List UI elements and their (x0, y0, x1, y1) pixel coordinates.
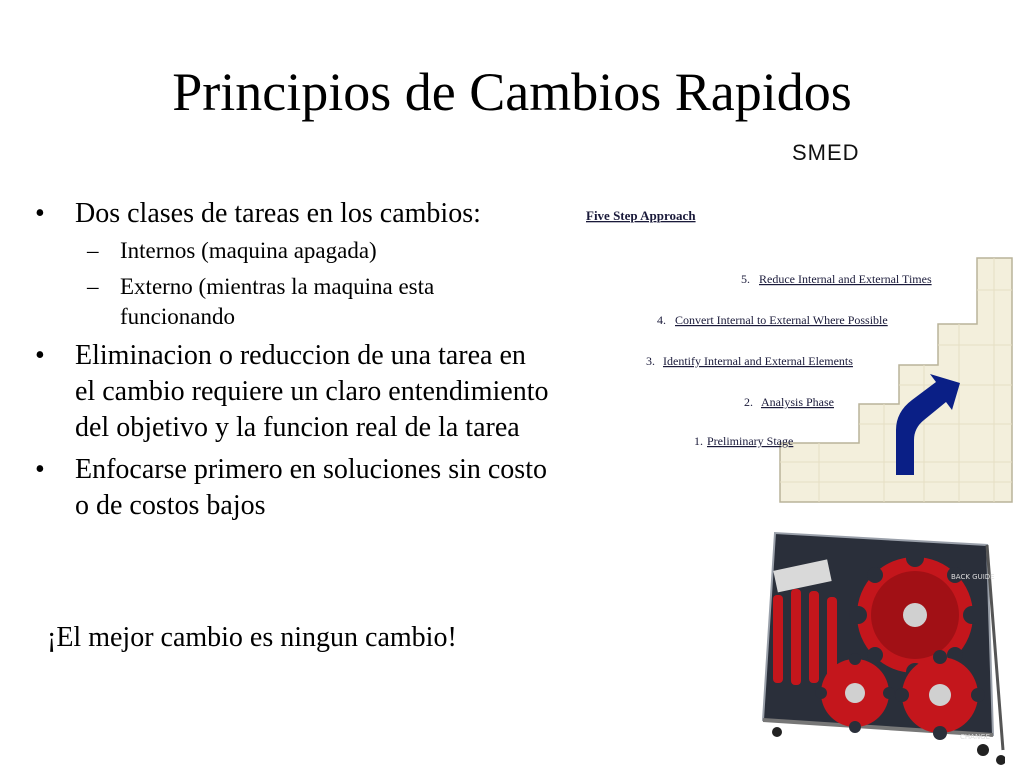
bullet-text: Dos clases de tareas en los cambios: (75, 198, 481, 229)
bullet-text: Enfocarse primero en soluciones sin costo o de costos bajos (75, 454, 547, 521)
slide-title: Principios de Cambios Rapidos (172, 62, 852, 122)
step-2-number: 2. (744, 395, 753, 409)
sub-bullet-text: Internos (maquina apagada) (120, 238, 377, 263)
bullet-dot: • (35, 198, 45, 229)
sub-bullet-item (75, 272, 550, 332)
bullet-dot: • (35, 454, 45, 485)
bullet-dot: • (35, 340, 45, 371)
sub-bullet-dash: – (87, 238, 99, 263)
bullet-item (30, 196, 550, 332)
bullet-item (30, 452, 550, 524)
step-1-label: Preliminary Stage (707, 434, 794, 448)
cart-wheel (996, 755, 1005, 765)
closing-statement: ¡El mejor cambio es ningun cambio! (47, 622, 457, 653)
sub-bullet-list (75, 236, 550, 332)
five-step-diagram (584, 200, 1014, 510)
bullet-item (30, 338, 550, 446)
step-1-number: 1. (694, 434, 703, 448)
step-5-label: Reduce Internal and External Times (759, 272, 932, 286)
board-label: BACK GUIDE (951, 573, 995, 581)
step-3-number: 3. (646, 354, 655, 368)
diagram-header: Five Step Approach (586, 208, 696, 223)
step-5-number: 5. (741, 272, 750, 286)
cart-wheel (977, 744, 989, 756)
sub-bullet-dash: – (87, 274, 99, 299)
smed-label: SMED (792, 140, 860, 165)
changeover-cart-photo (755, 525, 1005, 768)
sub-bullet-item (75, 236, 550, 266)
step-2-label: Analysis Phase (761, 395, 834, 409)
bullet-text: Eliminacion o reduccion de una tarea en el cambio requiere un claro entendimiento del objetivo y la funcion real de la tarea (75, 340, 549, 443)
cart-wheel (772, 727, 782, 737)
bullet-list (30, 196, 550, 530)
step-4-label: Convert Internal to External Where Possible (675, 313, 888, 327)
step-4-number: 4. (657, 313, 666, 327)
step-3-label: Identify Internal and External Elements (663, 354, 853, 368)
sub-bullet-text: Externo (mientras la maquina esta funcionando (120, 274, 435, 329)
board-label: CHANGE (960, 733, 991, 741)
